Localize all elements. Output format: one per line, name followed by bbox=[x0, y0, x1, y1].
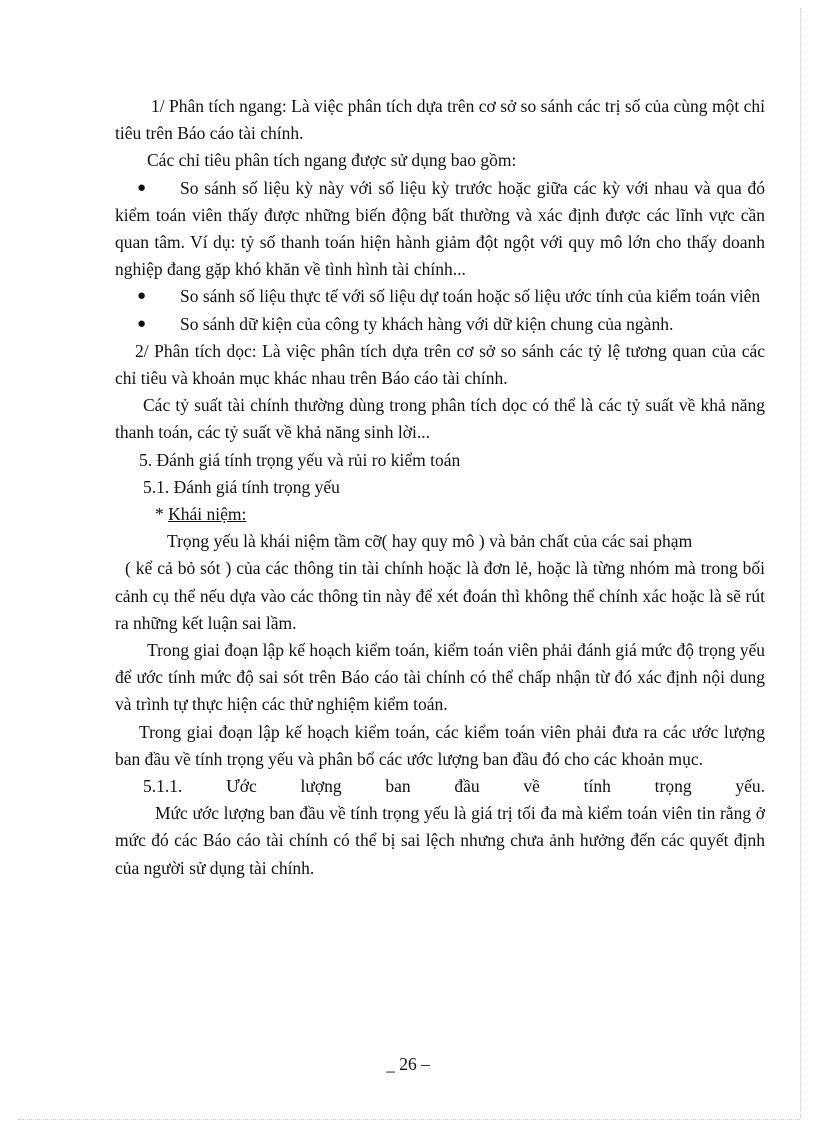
paragraph-vertical-analysis: 2/ Phân tích dọc: Là việc phân tích dựa trên cơ sở so sánh các tỷ lệ tương quan của các chỉ tiêu và khoản mục khác nhau trên Báo cáo tài chính. bbox=[115, 340, 765, 389]
bullet-item-compare-estimates bbox=[115, 283, 765, 310]
section-heading-5-1-1: 5.1.1. Ước lượng ban đầu về tính trọng yếu. bbox=[143, 776, 765, 797]
paragraph-initial-estimate: Mức ước lượng ban đầu về tính trọng yếu là giá trị tối đa mà kiểm toán viên tin rằng ở mức đó các Báo cáo tài chính có thể bị sai lệch nhưng chưa ảnh hưởng đến các quyết định của người sử dụng tài chính. bbox=[115, 803, 765, 878]
page-border-bottom bbox=[18, 1119, 800, 1120]
bullet-text: So sánh số liệu kỳ này với số liệu kỳ trước hoặc giữa các kỳ với nhau và qua đó kiểm toán viên thấy được những biến động bất thường và xác định được các lĩnh vực cần quan tâm. Ví dụ: tỷ số thanh toán hiện hành giảm đột ngột với quy mô lớn cho thấy doanh nghiệp đang gặp khó khăn về tình hình tài chính... bbox=[115, 177, 765, 280]
page-body bbox=[115, 93, 765, 882]
section-heading-5-1: 5.1. Đánh giá tính trọng yếu bbox=[143, 476, 340, 497]
concept-prefix: * bbox=[155, 504, 169, 525]
bullet-text: So sánh dữ kiện của công ty khách hàng với dữ kiện chung của ngành. bbox=[180, 313, 674, 334]
concept-heading bbox=[115, 501, 765, 528]
page-number: _ 26 – bbox=[386, 1054, 430, 1074]
page-border-right bbox=[800, 8, 801, 1118]
bullet-item-compare-industry bbox=[115, 311, 765, 338]
paragraph-horizontal-analysis: 1/ Phân tích ngang: Là việc phân tích dựa trên cơ sở so sánh các trị số của cùng một chỉ tiêu trên Báo cáo tài chính. bbox=[115, 96, 765, 144]
paragraph-materiality-definition-cont: ( kể cả bỏ sót ) của các thông tin tài chính hoặc là đơn lẻ, hoặc là từng nhóm mà trong bối cảnh cụ thể nếu dựa vào các thông tin này để xét đoán thì không thể chính xác hoặc là sẽ rút ra những kết luận sai lầm. bbox=[115, 558, 765, 633]
paragraph-planning-estimates: Trong giai đoạn lập kế hoạch kiểm toán, các kiểm toán viên phải đưa ra các ước lượng ban đầu về tính trọng yếu và phân bổ các ước lượng ban đầu đó cho các khoản mục. bbox=[115, 721, 765, 769]
bullet-icon: ● bbox=[137, 315, 147, 332]
concept-label: Khái niệm: bbox=[168, 504, 247, 525]
bullet-item-compare-periods bbox=[115, 175, 765, 284]
section-heading-5: 5. Đánh giá tính trọng yếu và rủi ro kiểm toán bbox=[139, 449, 461, 470]
bullet-icon: ● bbox=[137, 179, 147, 196]
bullet-text: So sánh số liệu thực tế với số liệu dự toán hoặc số liệu ước tính của kiểm toán viên bbox=[180, 286, 761, 307]
paragraph-planning-assess: Trong giai đoạn lập kế hoạch kiểm toán, kiểm toán viên phải đánh giá mức độ trọng yếu để ước tính mức độ sai sót trên Báo cáo tài chính có thể chấp nhận từ đó xác định nội dung và trình tự thực hiện các thử nghiệm kiểm toán. bbox=[115, 640, 765, 715]
paragraph-horizontal-indicators-intro: Các chỉ tiêu phân tích ngang được sử dụng bao gồm: bbox=[147, 150, 517, 171]
bullet-icon: ● bbox=[137, 288, 147, 305]
paragraph-vertical-ratios: Các tỷ suất tài chính thường dùng trong phân tích dọc có thể là các tỷ suất về khả năng thanh toán, các tỷ suất về khả năng sinh lời... bbox=[115, 395, 765, 443]
paragraph-materiality-definition: Trọng yếu là khái niệm tầm cỡ( hay quy mô ) và bản chất của các sai phạm bbox=[167, 531, 693, 552]
